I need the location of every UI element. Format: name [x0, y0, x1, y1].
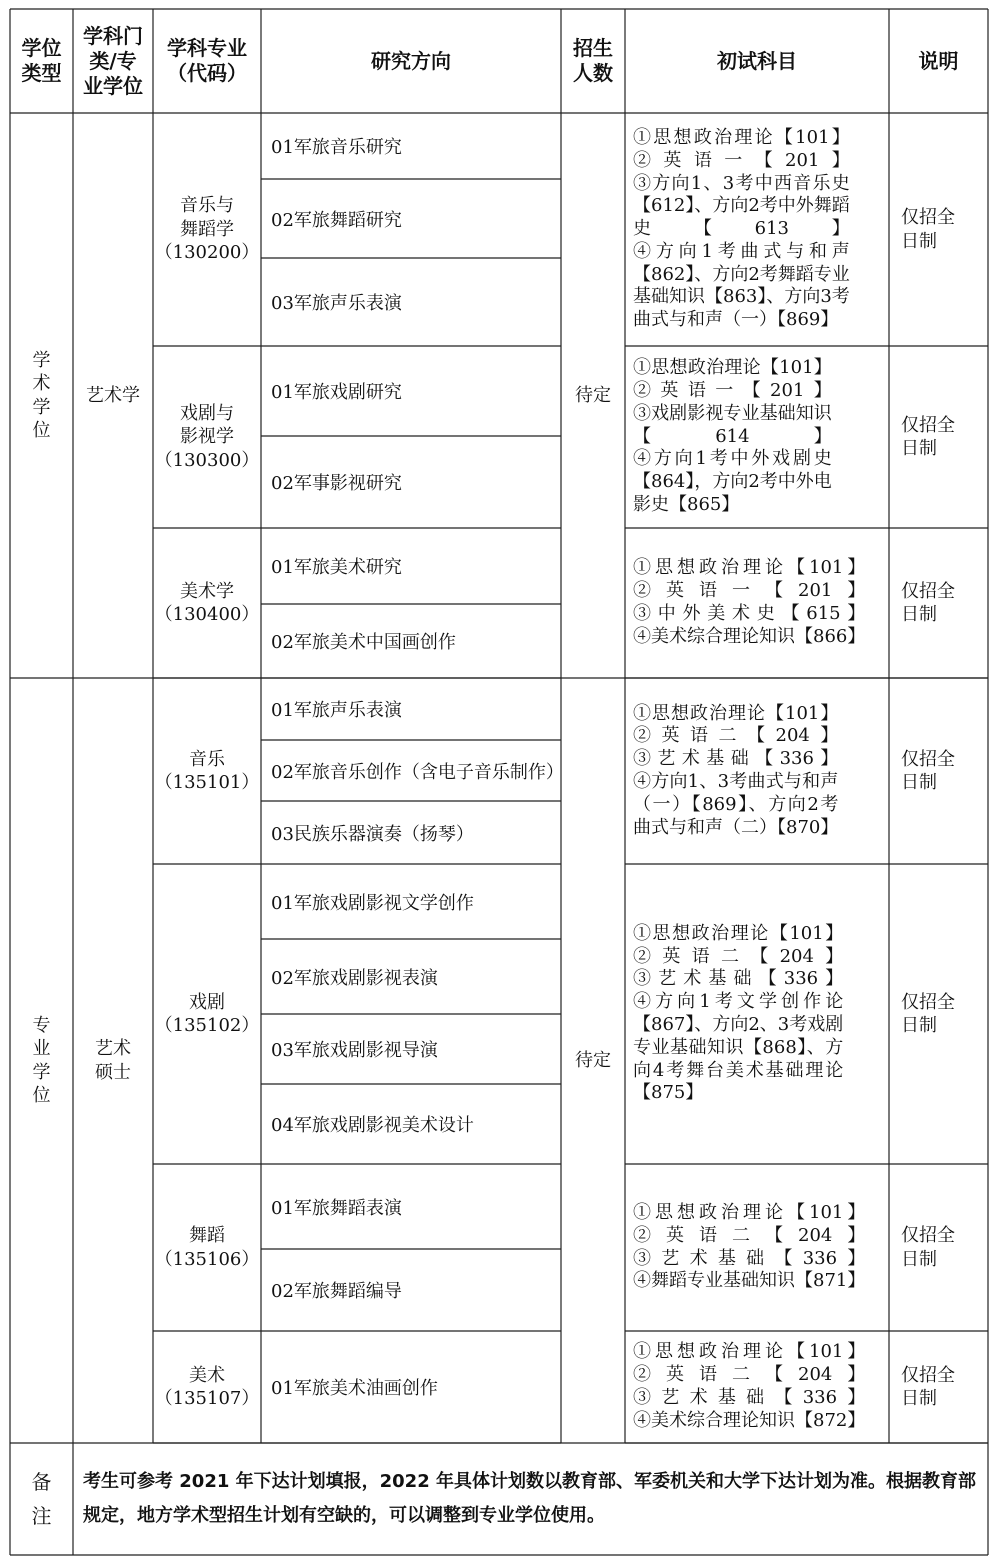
exam-subject-line: 基础知识【863】、方向3考 — [633, 286, 850, 308]
exam-subject-line: ③中外美术史【615】 — [633, 603, 866, 624]
exam-subject-line: 【614】 — [633, 425, 832, 447]
research-direction-cell: 01军旅戏剧研究 — [271, 382, 402, 403]
exam-subjects-cell — [625, 864, 889, 1164]
exam-subject-line: ②英语一【201】 — [633, 580, 866, 602]
research-direction-cell: 04军旅戏剧影视美术设计 — [271, 1115, 474, 1136]
major-cell: 音乐与 舞蹈学 （130200） — [154, 195, 260, 264]
research-direction-cell: 01军旅舞蹈表演 — [271, 1197, 402, 1219]
header-note: 说明 — [918, 48, 959, 73]
major-cell: 音乐 （135101） — [154, 748, 260, 793]
exam-subject-line: （一）【869】、方向2考 — [633, 793, 839, 815]
exam-subject-line: ①思想政治理论【101】 — [633, 557, 866, 579]
exam-subject-line: ④舞蹈专业基础知识【871】 — [633, 1270, 866, 1292]
exam-subject-line: ③方向1、3考中西音乐史 — [633, 172, 850, 194]
exam-subjects-cell — [625, 1331, 889, 1443]
exam-subject-line: ①思想政治理论【101】 — [633, 357, 832, 379]
research-direction-cell: 01军旅戏剧影视文学创作 — [271, 892, 474, 914]
major-cell: 舞蹈 （135106） — [154, 1225, 260, 1270]
exam-subject-line: ④方向1考中外戏剧史 — [633, 448, 832, 470]
exam-subject-list — [633, 1341, 865, 1432]
exam-subject-line: ②英语一【201】 — [633, 380, 832, 401]
header-category: 学科门 类/专 业学位 — [83, 23, 143, 98]
exam-subject-line: ④方向1考文学创作论 — [633, 991, 844, 1013]
enrollment-cell: 待定 — [575, 1049, 611, 1071]
research-direction-cell: 02军旅舞蹈编导 — [271, 1281, 402, 1302]
major-cell: 戏剧与 影视学 （130300） — [154, 402, 260, 471]
header-enrollment: 招生 人数 — [573, 36, 613, 85]
exam-subject-list — [633, 1202, 865, 1293]
exam-subject-line: ①思想政治理论【101】 — [633, 702, 839, 724]
degree-type-cell: 学 术 学 位 — [32, 349, 51, 441]
study-mode-note: 仅招全 日制 — [901, 748, 955, 793]
remark-text: 考生可参考 2021 年下达计划填报，2022 年具体计划数以教育部、军委机关和大学下达计划为准。根据教育部规定，地方学术型招生计划有空缺的，可以调整到专业学位使用。 — [83, 1471, 976, 1526]
exam-subject-line: 【864】，方向2考中外电 — [633, 471, 832, 493]
study-mode-note: 仅招全 日制 — [901, 1225, 955, 1270]
research-direction-cell: 02军旅舞蹈研究 — [271, 209, 402, 231]
exam-subjects-cell — [625, 528, 889, 678]
study-mode-note: 仅招全 日制 — [901, 207, 955, 252]
exam-subject-line: ①思想政治理论【101】 — [633, 1341, 866, 1363]
header-degree-type: 学位 类型 — [21, 36, 62, 85]
exam-subject-line: 影史【865】 — [633, 493, 740, 515]
exam-subject-list — [633, 923, 843, 1105]
major-cell: 戏剧 （135102） — [154, 991, 260, 1036]
research-direction-cell: 02军旅戏剧影视表演 — [271, 967, 438, 989]
exam-subject-line: ②英语二【204】 — [633, 1224, 866, 1246]
exam-subjects-cell — [625, 346, 889, 528]
degree-type-cell: 专 业 学 位 — [32, 1014, 51, 1106]
study-mode-note: 仅招全 日制 — [901, 1364, 955, 1409]
research-direction-cell: 03民族乐器演奏（扬琴） — [271, 823, 474, 845]
header-direction: 研究方向 — [371, 48, 451, 73]
exam-subjects-cell — [625, 113, 889, 346]
exam-subject-line: 向4考舞台美术基础理论 — [633, 1059, 844, 1081]
research-direction-cell: 01军旅音乐研究 — [271, 137, 402, 158]
research-direction-cell: 01军旅美术研究 — [271, 557, 402, 578]
exam-subject-list — [633, 127, 850, 332]
remark-label: 备 注 — [31, 1470, 52, 1528]
category-cell: 艺术 硕士 — [95, 1038, 131, 1083]
exam-subjects-cell — [625, 1164, 889, 1331]
research-direction-cell: 02军旅美术中国画创作 — [271, 632, 456, 653]
exam-subject-line: ③戏剧影视专业基础知识 — [633, 402, 832, 424]
study-mode-note: 仅招全 日制 — [901, 991, 955, 1036]
exam-subjects-cell — [625, 678, 889, 864]
header-exam: 初试科目 — [717, 48, 797, 73]
major-cell: 美术学 （130400） — [154, 580, 260, 625]
research-direction-cell: 02军事影视研究 — [271, 473, 402, 494]
exam-subject-line: ①思想政治理论【101】 — [633, 922, 844, 944]
exam-subject-line: ②英语二【204】 — [633, 725, 839, 747]
exam-subject-line: 【867】、方向2、3考戏剧 — [633, 1014, 844, 1035]
exam-subject-line: ②英语二【204】 — [633, 1364, 866, 1386]
exam-subject-line: 史【613】 — [633, 218, 850, 240]
exam-subject-line: ③艺术基础【336】 — [633, 1387, 866, 1408]
exam-subject-line: ①思想政治理论【101】 — [633, 1201, 866, 1223]
exam-subject-line: 【875】 — [633, 1082, 704, 1104]
major-cell: 美术 （135107） — [154, 1364, 260, 1409]
research-direction-cell: 02军旅音乐创作（含电子音乐制作） — [271, 761, 564, 783]
category-cell: 艺术学 — [86, 384, 140, 406]
exam-subject-line: 曲式与和声（二）【870】 — [633, 816, 839, 838]
study-mode-note: 仅招全 日制 — [901, 414, 955, 459]
study-mode-note: 仅招全 日制 — [901, 580, 955, 625]
exam-subject-line: ②英语一【201】 — [633, 149, 850, 171]
exam-subject-line: ④方向1、3考曲式与和声 — [633, 771, 839, 792]
exam-subject-line: 专业基础知识【868】、方 — [633, 1036, 844, 1058]
exam-subject-line: ②英语二【204】 — [633, 945, 844, 967]
exam-subject-line: 【612】、方向2考中外舞蹈 — [633, 195, 850, 217]
exam-subject-line: ③艺术基础【336】 — [633, 968, 844, 990]
exam-subject-line: 【862】、方向2考舞蹈专业 — [633, 263, 850, 285]
exam-subject-line: 曲式与和声（一）【869】 — [633, 309, 839, 331]
header-major: 学科专业 （代码） — [167, 36, 247, 85]
exam-subject-line: ①思想政治理论【101】 — [633, 126, 850, 148]
exam-subject-line: ④美术综合理论知识【872】 — [633, 1409, 866, 1431]
exam-subject-line: ③艺术基础【336】 — [633, 1247, 866, 1269]
exam-subject-line: ④方向1考曲式与和声 — [633, 240, 850, 262]
enrollment-cell: 待定 — [575, 384, 611, 406]
research-direction-cell: 03军旅戏剧影视导演 — [271, 1040, 438, 1061]
exam-subject-list — [633, 357, 832, 517]
exam-subject-list — [633, 703, 838, 840]
exam-subject-list — [633, 557, 865, 648]
exam-subject-line: ④美术综合理论知识【866】 — [633, 625, 866, 647]
research-direction-cell: 01军旅声乐表演 — [271, 700, 402, 721]
exam-subject-line: ③艺术基础【336】 — [633, 748, 839, 770]
research-direction-cell: 03军旅声乐表演 — [271, 293, 402, 314]
research-direction-cell: 01军旅美术油画创作 — [271, 1378, 438, 1399]
